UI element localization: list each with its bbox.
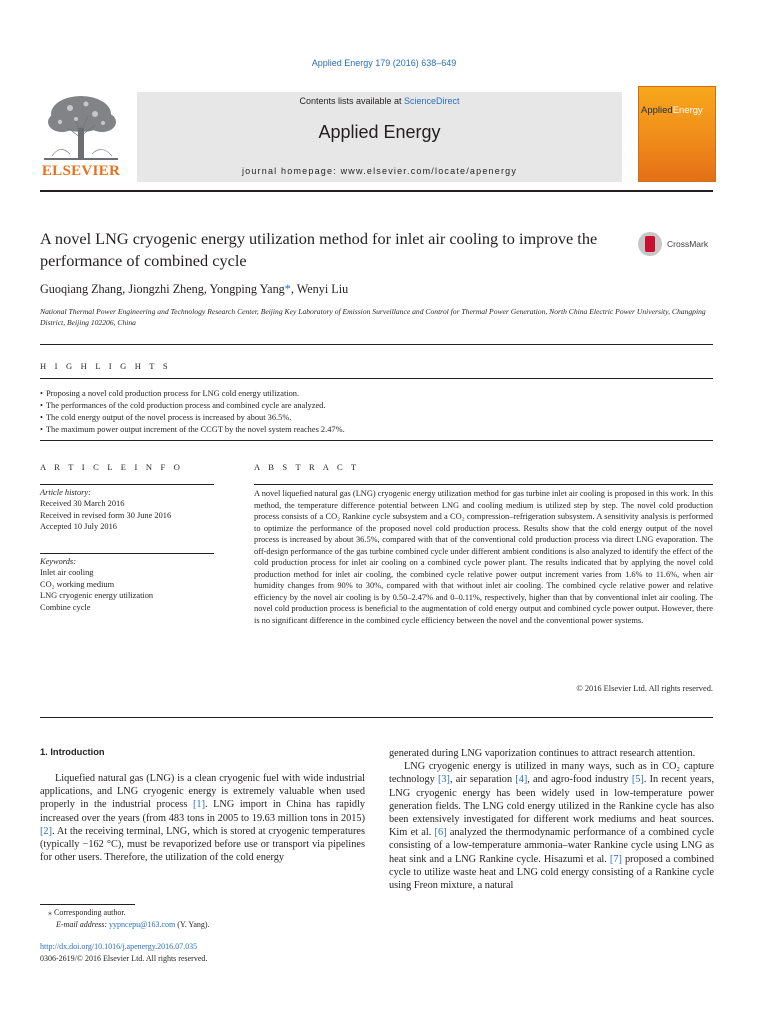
intro-text: Liquefied natural gas (LNG) is a clean cryogenic fuel with wide industrial applications, and LNG cryogenic energy is extremely valuable when used properly in the industrial process [40, 773, 365, 811]
intro-text: , and agro-food industry [527, 774, 632, 786]
intro-text: proposed a combined cycle to utilize waste heat and LNG cold energy consisting of a Rankine cycle using Freon mixture, a natural [389, 853, 714, 892]
front-matter-rule [40, 717, 713, 718]
intro-text: , air separation [449, 774, 516, 786]
paper-title: A novel LNG cryogenic energy utilization method for inlet air cooling to improve the performance of combined cycle [40, 229, 598, 270]
intro-text: LNG cryogenic energy is utilized in many ways, such as in CO₂ capture technology [389, 761, 714, 786]
citation-link[interactable]: [5] [631, 774, 644, 786]
intro-paragraph-continued: generated during LNG vaporization continues to attract research attention. [389, 748, 696, 759]
intro-text: . At the receiving terminal, LNG, which is stored at cryogenic temperatures (typically −162 °C), must be revaporized before use or transport via pipelines for other users. Therefore, the utilization of the cold energy [40, 825, 365, 864]
doi-block [40, 941, 207, 964]
sciencedirect-link[interactable]: ScienceDirect [404, 96, 460, 106]
intro-text: analyzed the thermodynamic performance of a combined cycle consisting of a low-temperature ammonia–water Rankine cycle using LNG as heat sink and a LNG Rankine cycle. Hisazumi et al. [389, 827, 714, 865]
header-rule [40, 190, 713, 192]
authors-after: , Wenyi Liu [290, 282, 349, 296]
body-left-column [40, 772, 365, 864]
footnote-text: Corresponding author. [54, 908, 126, 917]
footnote-mark: ⁎ [48, 908, 52, 917]
abstract-heading: A B S T R A C T [254, 462, 360, 472]
corresponding-author-mark[interactable]: * [284, 282, 291, 296]
article-info-heading: A R T I C L E I N F O [40, 462, 184, 472]
keywords-heading: Keywords: [40, 557, 76, 566]
journal-reference-link[interactable]: Applied Energy 179 (2016) 638–649 [311, 58, 457, 68]
keywords-rule [40, 553, 214, 554]
contents-availability [137, 96, 622, 106]
email-label: E-mail address: [56, 919, 110, 929]
citation-link[interactable]: [2] [40, 825, 53, 837]
footnote-rule [40, 904, 135, 905]
highlight-item: • The maximum power output increment of the CCGT by the novel system reaches 2.47%. [40, 424, 710, 436]
highlights-list [40, 388, 710, 436]
elsevier-wordmark: ELSEVIER [41, 163, 121, 179]
cover-title-part1: Applied [641, 105, 673, 116]
citation-link[interactable]: [3] [437, 774, 450, 786]
keyword-item: Combine cycle [40, 602, 91, 612]
crossmark-icon [638, 232, 662, 256]
affiliation: National Thermal Power Engineering and Technology Research Center, Beijing Key Laboratory of Emission Surveillance and Control for Thermal Power Generation, North China Electric Power University, Changping District, Beijing 102206, China [40, 307, 706, 327]
issn-line: 0306-2619/© 2016 Elsevier Ltd. All rights reserved. [40, 953, 208, 963]
affiliation-rule [40, 344, 713, 345]
cover-title-part2: Energy [672, 105, 703, 116]
highlights-heading: H I G H L I G H T S [40, 361, 171, 371]
citation-link[interactable]: [4] [515, 774, 528, 786]
history-entry: Received 30 March 2016 [40, 499, 125, 509]
intro-paragraph-2 [389, 760, 714, 892]
article-history-heading: Article history: [40, 488, 91, 497]
authors-before: Guoqiang Zhang, Jiongzhi Zheng, Yongping Yang [40, 282, 285, 296]
abstract-body: A novel liquefied natural gas (LNG) cryogenic energy utilization method for gas turbine inlet air cooling is proposed in this work. In this method, the temperature difference potential between LNG and cooling medium is utilized step by step. The novel cold production process consists of a CO₂ Rankine cycle subsystem and a CO₂ compression–refrigeration subsystem. A sensitivity analysis is performed to optimize the performance of the proposed novel cold production process. Results show that the cold energy output of the novel process is increased by about 36.5%, compared with that of the conventional cold production process via direct LNG evaporation. The off-design performance of the gas turbine combined cycle under different ambient conditions is also analyzed to identify the effect of the cold production process for inlet air cooling on a combined cycle power plant. The results indicated that by applying the novel cold production method for inlet air cooling, the combined cycle relative power output increment varies from 1.6% to 11.6%, when air humidity changes from 90% to 30%, compared with that without inlet air cooling. The combined cycle relative power and relative efficiency by the novel air cooling is by 0.50–2.47% and 0–0.11%, respectively, higher than that by conventional inlet air cooling. The novel cold production process is beneficial to the augmentation of cold energy output and combined cycle power output. However, there is no significant difference in the combined cycle efficiency between the novel and the conventional power systems. [254, 489, 713, 626]
elsevier-tree-icon [40, 92, 122, 162]
highlights-rule [40, 378, 713, 379]
highlight-item: • The performances of the cold production process and combined cycle are analyzed. [40, 400, 710, 412]
introduction-heading: 1. Introduction [40, 747, 105, 757]
author-email-link[interactable]: yypncepu@163.com [109, 919, 176, 929]
citation-link[interactable]: [1] [193, 799, 206, 811]
abstract-rule [254, 484, 713, 485]
keyword-item: Inlet air cooling [40, 568, 94, 578]
article-history [40, 487, 215, 533]
keyword-item: CO₂ working medium [40, 579, 115, 589]
crossmark-label: CrossMark [667, 239, 709, 249]
history-entry: Received in revised form 30 June 2016 [40, 510, 172, 520]
highlights-bottom-rule [40, 440, 713, 441]
body-right-column [389, 747, 714, 892]
intro-text: . In recent years, LNG cryogenic energy has been widely used in low-temperature power generation fields. The LNG cold energy utilized in the Rankine cycle has also been extensively investigated for different work mediums and heat sources. Kim et al. [389, 774, 715, 839]
intro-paragraph-1 [40, 772, 365, 864]
highlight-item: • The cold energy output of the novel process is increased by about 36.5%. [40, 412, 710, 424]
intro-text: . LNG import in China has rapidly increased over the years (from 483 tons in 2005 to 19.63 million tons in 2015) [40, 799, 365, 824]
history-entry: Accepted 10 July 2016 [40, 522, 117, 532]
journal-banner [137, 92, 622, 182]
keyword-item: LNG cryogenic energy utilization [40, 591, 154, 601]
journal-homepage-link[interactable]: journal homepage: www.elsevier.com/locate/apenergy [241, 166, 518, 176]
journal-title: Applied Energy [318, 122, 441, 142]
contents-prefix: Contents lists available at [299, 96, 405, 106]
corresponding-author-footnote [48, 907, 210, 930]
abstract-copyright: © 2016 Elsevier Ltd. All rights reserved. [576, 684, 713, 693]
author-list [40, 282, 348, 297]
highlight-item: • Proposing a novel cold production process for LNG cold energy utilization. [40, 388, 710, 400]
doi-link[interactable]: http://dx.doi.org/10.1016/j.apenergy.2016.07.035 [40, 942, 198, 951]
citation-link[interactable]: [6] [434, 827, 447, 839]
crossmark-badge[interactable] [638, 232, 718, 260]
email-suffix: (Y. Yang). [175, 919, 210, 929]
journal-cover-thumbnail[interactable] [638, 86, 716, 182]
keywords-block [40, 556, 215, 613]
article-info-rule [40, 484, 214, 485]
cover-title [641, 105, 703, 116]
citation-link[interactable]: [7] [609, 853, 622, 865]
